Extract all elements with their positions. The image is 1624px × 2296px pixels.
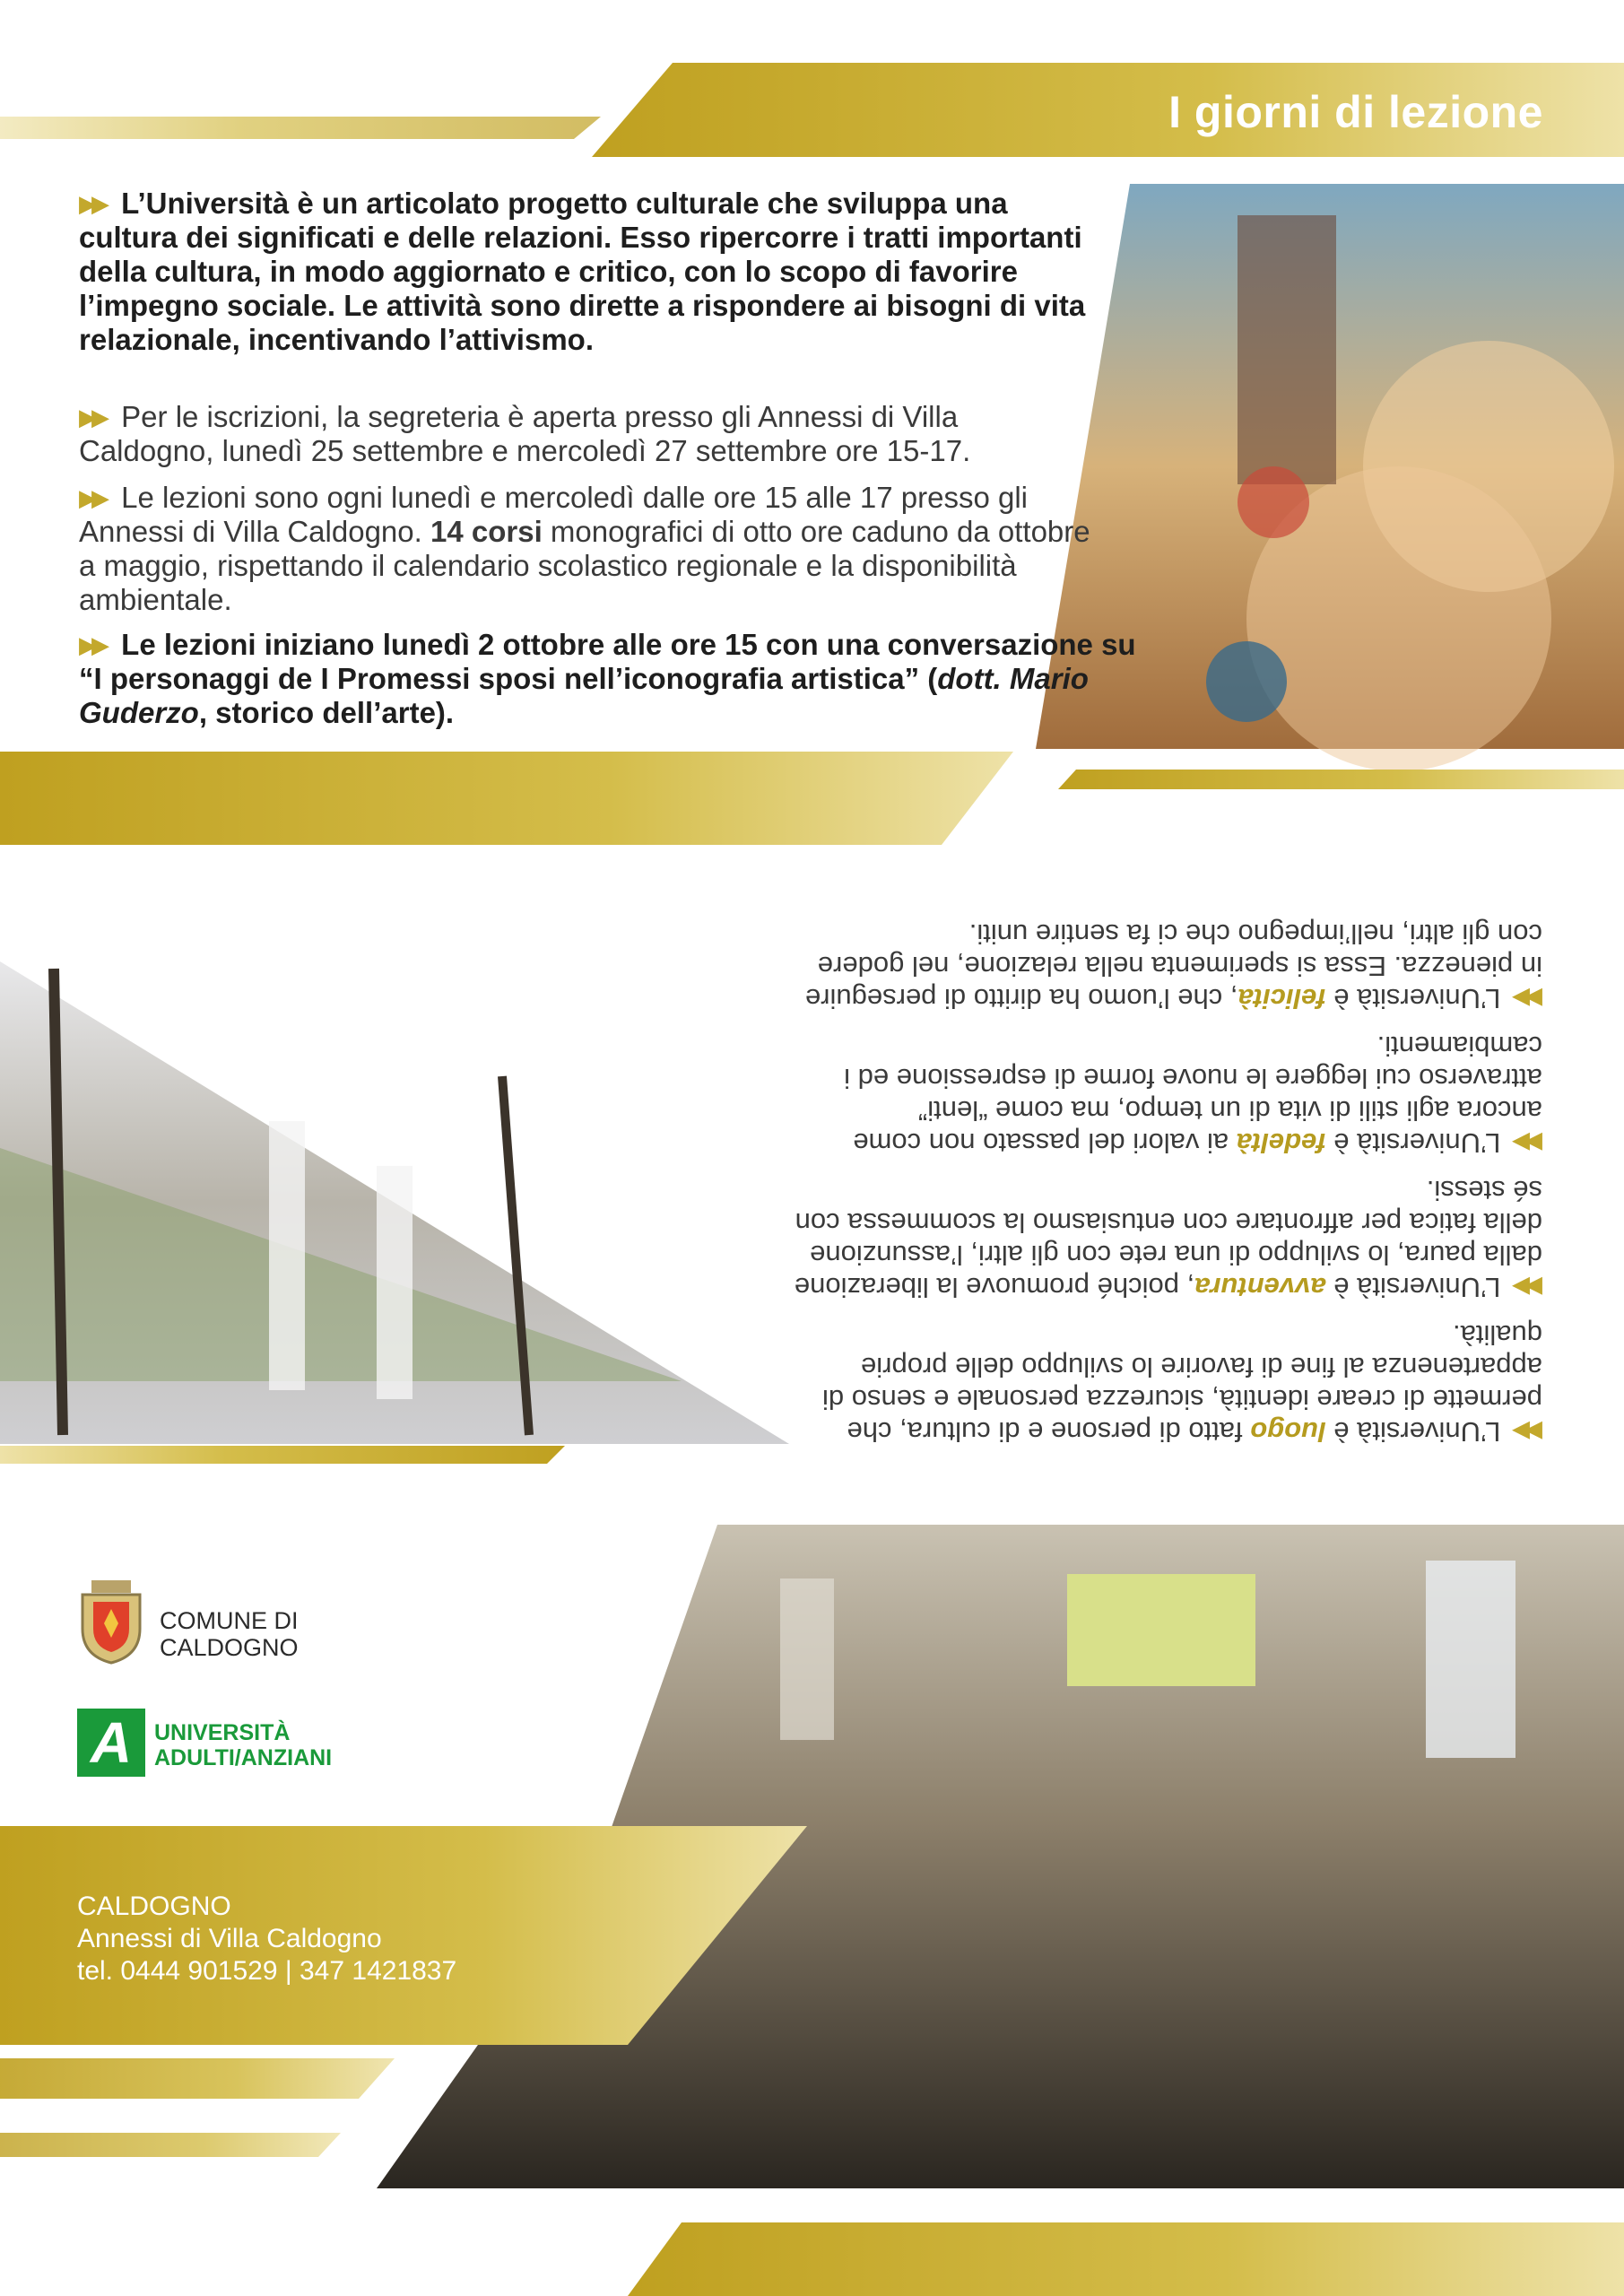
contact-city: CALDOGNO bbox=[77, 1892, 231, 1921]
double-arrow-icon: ▶▶ bbox=[1517, 1274, 1542, 1301]
value-luogo: ▶▶ L’Università è luogo fatto di persone e di cultura, che permette di creare identità, sicurezza personale e senso di appartenenza al fine di favorire lo sviluppo delle proprie qualità. bbox=[822, 1319, 1542, 1448]
double-arrow-icon: ▶▶ bbox=[1517, 1419, 1542, 1446]
middle-band-left bbox=[0, 752, 1013, 845]
contact-venue: Annessi di Villa Caldogno bbox=[77, 1924, 382, 1953]
value-fedelta: ▶▶ L’Università è fedeltà ai valori del passato non come ancora agli stili di vita di un tempo, ma come “lenti” attraverso cui leggere le nuove forme di espressione ed i cambiamenti. bbox=[844, 1031, 1542, 1159]
double-arrow-icon: ▶▶ bbox=[1517, 986, 1542, 1013]
contact-info bbox=[77, 1891, 456, 1987]
page-title: I giorni di lezione bbox=[1168, 87, 1543, 137]
comune-crest-icon bbox=[75, 1578, 147, 1669]
bottom-left-band-1 bbox=[0, 2058, 395, 2099]
speaker-name: dott. Mario Guderzo bbox=[79, 662, 1089, 729]
university-name: UNIVERSITÀ ADULTI/ANZIANI bbox=[154, 1720, 333, 1770]
double-arrow-icon: ▶▶ bbox=[1517, 1130, 1542, 1157]
value-avventura: ▶▶ L’Università è avventura, poiché promuove la liberazione dalla paura, lo sviluppo di una rete con gli altri, l’assunzione della fatica per affrontare con entusiasmo la scommessa con sé stessi. bbox=[794, 1175, 1542, 1303]
middle-thin-band-right bbox=[1058, 770, 1624, 789]
bottom-right-band bbox=[628, 2222, 1624, 2296]
intro-paragraph-4: ▶▶ Le lezioni iniziano lunedì 2 ottobre alle ore 15 con una conversazione su “I personaggi de I Promessi sposi nell’iconografia artistica” (dott. Mario Guderzo, storico dell’arte). bbox=[79, 628, 1136, 729]
intro-paragraph-1: ▶▶ L’Università è un articolato progetto culturale che sviluppa una cultura dei significati e delle relazioni. Esso ripercorre i tratti importanti della cultura, in modo aggiornato e critico, con lo scopo di favorire l’impegno sociale. Le attività sono dirette a rispondere ai bisogni di vita relazionale, incentivando l’attivismo. bbox=[79, 187, 1086, 356]
bottom-left-band-2 bbox=[0, 2133, 341, 2157]
intro-paragraph-2: ▶▶ Per le iscrizioni, la segreteria è aperta presso gli Annessi di Villa Caldogno, lunedì 25 settembre e mercoledì 27 settembre ore 15-17. bbox=[79, 400, 971, 467]
intro-paragraph-3: ▶▶ Le lezioni sono ogni lunedì e mercoledì dalle ore 15 alle 17 presso gli Annessi di Villa Caldogno. 14 corsi monografici di otto ore caduno da ottobre a maggio, rispettando il calendario scolastico regionale e la disponibilità ambientale. bbox=[79, 481, 1090, 616]
double-arrow-icon: ▶▶ bbox=[79, 484, 104, 511]
photo-underline-band bbox=[0, 1446, 565, 1464]
double-arrow-icon: ▶▶ bbox=[79, 190, 104, 217]
university-logo-icon: A bbox=[77, 1709, 145, 1777]
comune-name: COMUNE DI CALDOGNO bbox=[160, 1607, 299, 1661]
courses-count: 14 corsi bbox=[430, 515, 543, 548]
contact-phone: tel. 0444 901529 | 347 1421837 bbox=[77, 1956, 457, 1986]
double-arrow-icon: ▶▶ bbox=[79, 404, 104, 430]
header-thin-band bbox=[0, 117, 601, 139]
value-felicita: ▶▶ L’Università è felicità, che l’uomo ha diritto di perseguire in pienezza. Essa si sperimenta nella relazione, nel godere con gli altri, nell’impegno che ci fa sentire uniti. bbox=[804, 918, 1542, 1014]
projector-screen bbox=[1067, 1574, 1255, 1686]
double-arrow-icon: ▶▶ bbox=[79, 631, 104, 658]
